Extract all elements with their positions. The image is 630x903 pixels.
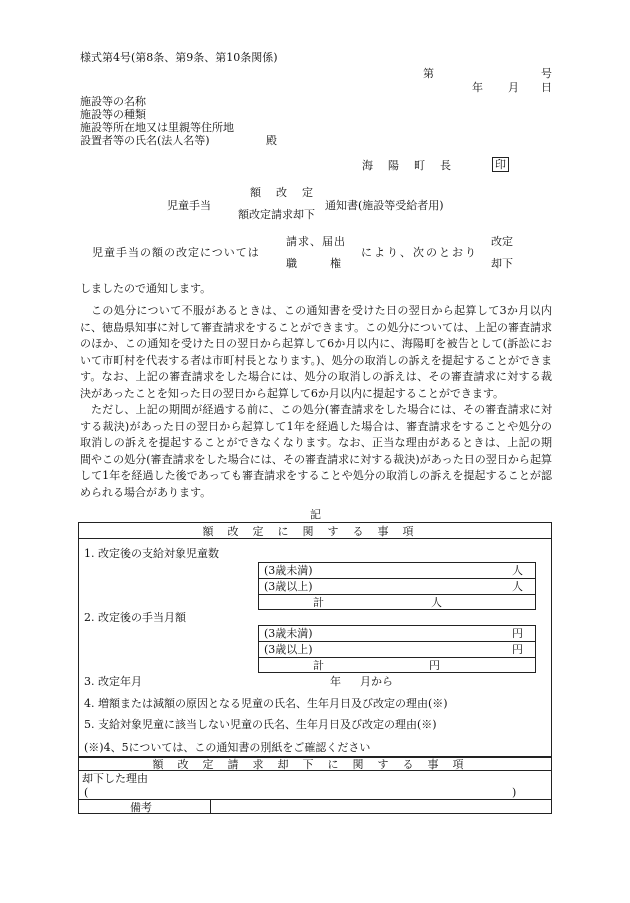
date-year: 年 xyxy=(472,81,483,94)
honorific: 殿 xyxy=(266,134,277,147)
title-option-reject: 額改定請求却下 xyxy=(238,208,315,221)
remarks-label: 備考 xyxy=(130,801,152,814)
table-note: (※)4、5については、この通知書の別紙をご確認ください xyxy=(84,741,371,754)
date-month: 月 xyxy=(508,81,519,94)
date-day: 日 xyxy=(541,81,552,94)
doc-number-dai: 第 xyxy=(423,67,434,80)
rejection-reason-label: 却下した理由 xyxy=(82,772,148,785)
appeal-paragraph-1: この処分について不服があるときは、この通知書を受けた日の翌日から起算して3か月以内に、徳島県知事に対して審査請求をすることができます。この処分については、上記の審査請求のほか、この通知を受けた日の翌日から起算して6か月以内に、海陽町を被告として(訴訟において市町村を代表する者は市町村長となります。)、処分の取消しの訴えを提起することができます。なお、上記の審査請求をした場合には、処分の取消しの訴えは、その審査請求に対する裁決があったことを知った日の翌日から起算して6か月以内に提起することができます。 xyxy=(80,304,552,400)
amount-under3-label: (3歳未満) xyxy=(264,627,313,640)
revision-table-header: 額改定に関する事項 xyxy=(202,525,428,538)
statement-middle: により、次のとおり xyxy=(361,246,478,259)
statement-lead: 児童手当の額の改定については xyxy=(92,246,260,259)
title-suffix: 通知書(施設等受給者用) xyxy=(325,199,444,212)
item2-label: 2. 改定後の手当月額 xyxy=(84,611,186,624)
amount-under3-unit: 円 xyxy=(512,627,523,640)
item3-month-from: 月から xyxy=(360,675,393,688)
statement-option-reject: 却下 xyxy=(491,257,513,270)
form-number: 様式第4号(第8条、第9条、第10条関係) xyxy=(80,51,278,64)
rejection-table-header: 額改定請求却下に関する事項 xyxy=(152,758,478,771)
seal-text: 印 xyxy=(492,157,509,172)
children-total-label: 計 xyxy=(313,596,324,609)
children-rule-1 xyxy=(258,578,536,579)
seal-mark xyxy=(492,157,509,172)
item3-label: 3. 改定年月 xyxy=(84,675,142,688)
founder-name-label: 設置者等の氏名(法人名等) xyxy=(80,134,210,147)
item3-year: 年 xyxy=(330,675,341,688)
children-over3-label: (3歳以上) xyxy=(264,580,313,593)
title-prefix: 児童手当 xyxy=(167,199,211,212)
ki-label: 記 xyxy=(310,508,321,521)
title-option-revise: 額 改 定 xyxy=(250,186,315,199)
children-total-unit: 人 xyxy=(431,596,442,609)
remarks-divider xyxy=(210,799,211,814)
amount-over3-unit: 円 xyxy=(512,643,523,656)
amount-rule-1 xyxy=(258,641,536,642)
children-under3-label: (3歳未満) xyxy=(264,564,313,577)
item1-label: 1. 改定後の支給対象児童数 xyxy=(84,547,219,560)
item4-label: 4. 増額または減額の原因となる児童の氏名、生年月日及び改定の理由(※) xyxy=(84,697,448,710)
facility-type-label: 施設等の種類 xyxy=(80,108,146,121)
reason-paren-close: ) xyxy=(512,786,517,799)
reason-paren-open: ( xyxy=(84,786,89,799)
doc-number-go: 号 xyxy=(541,67,552,80)
issuer-name: 海 陽 町 長 xyxy=(362,159,453,172)
appeal-paragraph-2: ただし、上記の期間が経過する前に、この処分(審査請求をした場合には、その審査請求に対する裁決)があった日の翌日から起算して1年を経過した場合は、審査請求をすることや処分の取消しの訴えを提起することができなくなります。なお、正当な理由があるときは、上記の期間やこの処分(審査請求をした場合には、その審査請求に対する裁決)があった日の翌日から起算して1年を経過した後であっても審査請求をすることや処分の取消しの訴えを提起することが認められる場合があります。 xyxy=(80,403,552,499)
statement-option-request: 請求、届出 xyxy=(286,235,346,248)
remarks-rule xyxy=(78,799,552,800)
statement-option-revise: 改定 xyxy=(491,235,513,248)
amount-over3-label: (3歳以上) xyxy=(264,643,313,656)
children-rule-2 xyxy=(258,594,536,595)
revision-header-rule xyxy=(78,538,552,539)
statement-option-authority: 職 権 xyxy=(286,257,341,270)
children-under3-unit: 人 xyxy=(512,564,523,577)
item5-label: 5. 支給対象児童に該当しない児童の氏名、生年月日及び改定の理由(※) xyxy=(84,718,437,731)
amount-total-label: 計 xyxy=(313,659,324,672)
amount-total-unit: 円 xyxy=(429,659,440,672)
children-over3-unit: 人 xyxy=(512,580,523,593)
amount-rule-2 xyxy=(258,657,536,658)
facility-name-label: 施設等の名称 xyxy=(80,95,146,108)
statement-tail: しましたので通知します。 xyxy=(80,282,212,295)
facility-address-label: 施設等所在地又は里親等住所地 xyxy=(80,121,234,134)
